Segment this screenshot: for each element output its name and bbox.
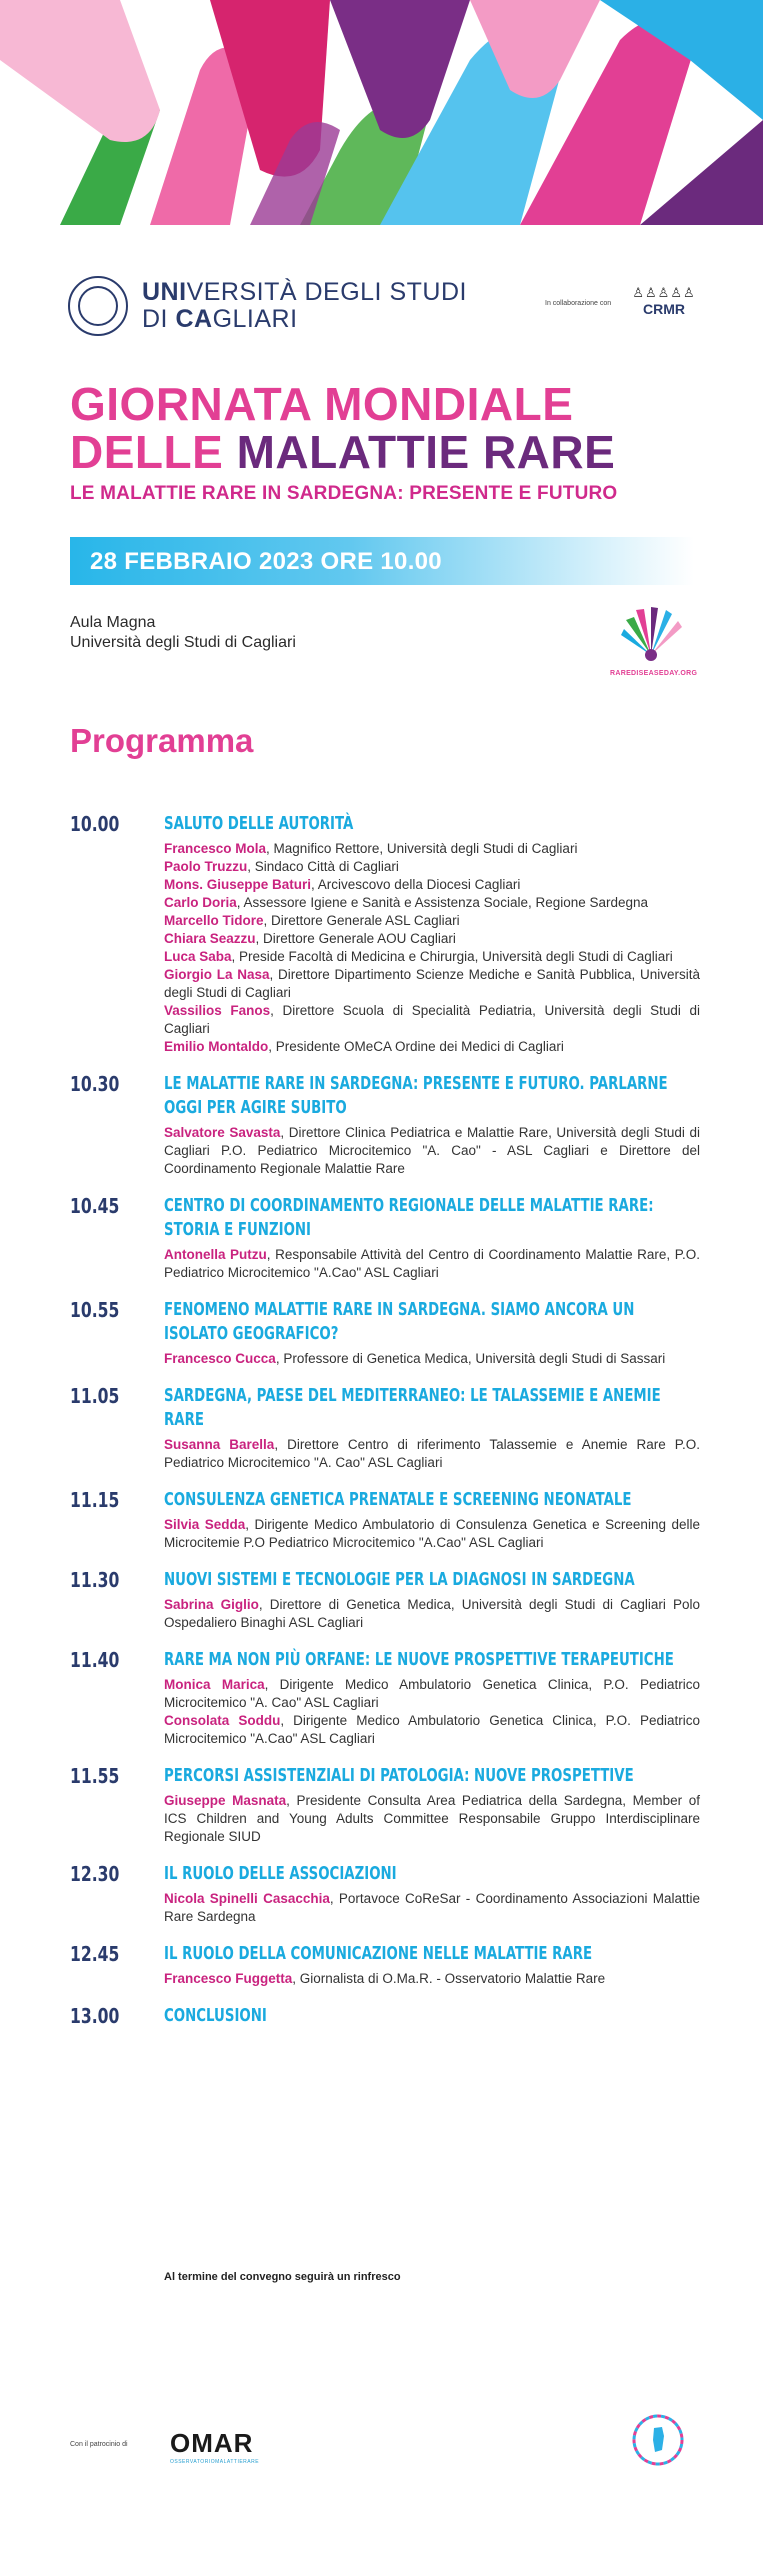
speaker-entry — [164, 1676, 700, 1712]
speaker-name: Vassilios Fanos — [164, 1003, 271, 1018]
closing-note: Al termine del convegno seguirà un rinfresco — [164, 2271, 401, 2283]
program-item — [70, 1072, 700, 1178]
program-item — [70, 1648, 700, 1748]
speaker-entry — [164, 1596, 700, 1632]
speaker-name: Chiara Seazzu — [164, 931, 256, 946]
omar-subtitle: OSSERVATORIOMALATTIERARE — [170, 2459, 260, 2465]
program-time: 12.30 — [70, 1862, 120, 1886]
university-seal-icon — [68, 276, 128, 336]
program-body — [164, 1194, 700, 1282]
program-body — [164, 1298, 700, 1368]
speaker-role: , Assessore Igiene e Sanità e Assistenza Sociale, Regione Sardegna — [236, 895, 649, 910]
speaker-role: , Dirigente Medico Ambulatorio Genetica Clinica, P.O. Pediatrico Microcitemico "A.Cao" ASL Cagliari — [164, 1713, 701, 1746]
omar-logo — [170, 2428, 259, 2465]
speaker-entry — [164, 966, 700, 1002]
speaker-role: , Direttore Scuola di Specialità Pediatria, Università degli Studi di Cagliari — [164, 1003, 700, 1036]
speaker-role: , Direttore Generale ASL Cagliari — [263, 913, 460, 928]
program-title: IL RUOLO DELLA COMUNICAZIONE NELLE MALATTIE RARE — [164, 1943, 593, 1964]
program-item — [70, 1488, 700, 1552]
speaker-name: Sabrina Giglio — [164, 1597, 259, 1612]
program-title: FENOMENO MALATTIE RARE IN SARDEGNA. SIAMO ANCORA UN ISOLATO GEOGRAFICO? — [164, 1299, 635, 1344]
speaker-role: , Presidente Consulta Area Pediatrica della Sardegna, Member of ICS Children and Young Adults Committee Responsabile Gruppo Interdisciplinare Regionale SIUD — [164, 1793, 700, 1844]
program-item — [70, 1764, 700, 1846]
title-line2: DELLE MALATTIE RARE — [70, 426, 616, 478]
program-title: SALUTO DELLE AUTORITÀ — [164, 813, 354, 834]
program-title: IL RUOLO DELLE ASSOCIAZIONI — [164, 1863, 397, 1884]
speaker-entry — [164, 1038, 700, 1056]
speaker-name: Marcello Tidore — [164, 913, 264, 928]
program-body — [164, 812, 700, 1056]
speaker-name: Francesco Fuggetta — [164, 1971, 293, 1986]
speaker-entry — [164, 858, 700, 876]
program-time: 11.30 — [70, 1568, 120, 1592]
program-item — [70, 1298, 700, 1368]
speaker-entry — [164, 930, 700, 948]
speaker-entry — [164, 1516, 700, 1552]
program-time: 12.45 — [70, 1942, 120, 1966]
program-title: NUOVI SISTEMI E TECNOLOGIE PER LA DIAGNOSI IN SARDEGNA — [164, 1569, 635, 1590]
speaker-entry — [164, 1436, 700, 1472]
speaker-name: Antonella Putzu — [164, 1247, 267, 1262]
program-time: 13.00 — [70, 2004, 120, 2028]
speaker-entry — [164, 1246, 700, 1282]
program-item — [70, 1568, 700, 1632]
speaker-entry — [164, 1712, 700, 1748]
programma-heading: Programma — [70, 722, 254, 759]
program-time: 11.15 — [70, 1488, 120, 1512]
speaker-role: , Dirigente Medico Ambulatorio Genetica Clinica, P.O. Pediatrico Microcitemico "A. Cao" ASL Cagliari — [164, 1677, 701, 1710]
university-name: UNIVERSITÀ DEGLI STUDI DI CAGLIARI — [142, 278, 467, 333]
program-body — [164, 1862, 700, 1926]
speaker-name: Francesco Mola — [164, 841, 267, 856]
speaker-name: Luca Saba — [164, 949, 232, 964]
hero-hands-artwork — [0, 0, 763, 225]
speaker-role: , Professore di Genetica Medica, Università degli Studi di Sassari — [275, 1351, 666, 1366]
speaker-role: , Direttore Generale AOU Cagliari — [255, 931, 456, 946]
speaker-role: , Portavoce CoReSar - Coordinamento Associazioni Malattie Rare Sardegna — [164, 1891, 700, 1924]
speaker-entry — [164, 1890, 700, 1926]
sardinia-hands-logo — [628, 2410, 688, 2470]
omar-name: OMAR — [170, 2428, 254, 2458]
crmr-logo — [630, 285, 698, 317]
speaker-role: , Direttore Centro di riferimento Talassemie e Anemie Rare P.O. Pediatrico Microcitemico "A. Cao" ASL Cagliari — [164, 1437, 701, 1470]
speaker-name: Giuseppe Masnata — [164, 1793, 287, 1808]
speaker-entry — [164, 1124, 700, 1178]
program-item — [70, 1194, 700, 1282]
program-list — [70, 812, 700, 2048]
date-banner — [70, 537, 694, 585]
program-title: SARDEGNA, PAESE DEL MEDITERRANEO: LE TALASSEMIE E ANEMIE RARE — [164, 1385, 661, 1430]
speaker-entry — [164, 948, 700, 966]
speaker-role: , Magnifico Rettore, Università degli Studi di Cagliari — [266, 841, 578, 856]
program-body — [164, 1072, 700, 1178]
patronage-label: Con il patrocinio di — [70, 2441, 128, 2448]
venue-line2: Università degli Studi di Cagliari — [70, 634, 296, 651]
subtitle: LE MALATTIE RARE IN SARDEGNA: PRESENTE E FUTURO — [70, 483, 618, 504]
speaker-entry — [164, 1792, 700, 1846]
speaker-name: Emilio Montaldo — [164, 1039, 269, 1054]
program-item — [70, 2004, 700, 2032]
program-time: 11.40 — [70, 1648, 120, 1672]
program-title: PERCORSI ASSISTENZIALI DI PATOLOGIA: NUOVE PROSPETTIVE — [164, 1765, 634, 1786]
program-body — [164, 1942, 700, 1988]
speaker-name: Consolata Soddu — [164, 1713, 281, 1728]
speaker-entry — [164, 894, 700, 912]
program-time: 11.55 — [70, 1764, 120, 1788]
speaker-name: Mons. Giuseppe Baturi — [164, 877, 312, 892]
venue-line1: Aula Magna — [70, 614, 156, 631]
speaker-name: Salvatore Savasta — [164, 1125, 281, 1140]
program-body — [164, 1764, 700, 1846]
program-time: 10.30 — [70, 1072, 120, 1096]
speaker-role: , Direttore di Genetica Medica, Università degli Studi di Cagliari Polo Ospedaliero Binaghi ASL Cagliari — [164, 1597, 700, 1630]
program-item — [70, 1942, 700, 1988]
speaker-entry — [164, 840, 700, 858]
speaker-name: Paolo Truzzu — [164, 859, 248, 874]
program-time: 11.05 — [70, 1384, 120, 1408]
university-logo — [68, 276, 467, 336]
speaker-name: Francesco Cucca — [164, 1351, 276, 1366]
speaker-role: , Direttore Dipartimento Scienze Mediche e Sanità Pubblica, Università degli Studi di Cagliari — [164, 967, 700, 1000]
program-item — [70, 1384, 700, 1472]
program-time: 10.45 — [70, 1194, 120, 1218]
program-body — [164, 1648, 700, 1748]
program-title: CONSULENZA GENETICA PRENATALE E SCREENING NEONATALE — [164, 1489, 632, 1510]
speaker-entry — [164, 912, 700, 930]
speaker-role: , Direttore Clinica Pediatrica e Malattie Rare, Università degli Studi di Cagliari P.O. Pediatrico Microcitemico "A. Cao" - ASL Cagliari e Direttore del Coordinamento Regionale Malattie Rare — [164, 1125, 700, 1176]
program-title: LE MALATTIE RARE IN SARDEGNA: PRESENTE E FUTURO. PARLARNE OGGI PER AGIRE SUBITO — [164, 1073, 668, 1118]
program-item — [70, 812, 700, 1056]
program-title: RARE MA NON PIÙ ORFANE: LE NUOVE PROSPETTIVE TERAPEUTICHE — [164, 1649, 674, 1670]
rare-disease-day-hands-icon — [616, 605, 686, 665]
program-body — [164, 1384, 700, 1472]
program-body — [164, 2004, 700, 2032]
speaker-role: , Presidente OMeCA Ordine dei Medici di Cagliari — [268, 1039, 564, 1054]
speaker-name: Carlo Doria — [164, 895, 237, 910]
program-body — [164, 1568, 700, 1632]
speaker-entry — [164, 1970, 700, 1988]
speaker-entry — [164, 1002, 700, 1038]
speaker-name: Nicola Spinelli Casacchia — [164, 1891, 330, 1906]
speaker-name: Giorgio La Nasa — [164, 967, 270, 982]
speaker-entry — [164, 876, 700, 894]
people-figures-icon: ♙♙♙♙♙ — [632, 285, 696, 300]
crmr-name: CRMR — [643, 301, 685, 317]
speaker-role: , Giornalista di O.Ma.R. - Osservatorio Malattie Rare — [292, 1971, 606, 1986]
speaker-role: , Dirigente Medico Ambulatorio di Consulenza Genetica e Screening delle Microcitemie P.O Pediatrico Microcitemico "A.Cao" ASL Cagliari — [164, 1517, 700, 1550]
program-item — [70, 1862, 700, 1926]
speaker-entry — [164, 1350, 700, 1368]
collab-label: In collaborazione con — [545, 300, 612, 307]
program-time: 10.00 — [70, 812, 120, 836]
program-title: CENTRO DI COORDINAMENTO REGIONALE DELLE MALATTIE RARE: STORIA E FUNZIONI — [164, 1195, 654, 1240]
program-time: 10.55 — [70, 1298, 120, 1322]
speaker-name: Silvia Sedda — [164, 1517, 246, 1532]
speaker-role: , Preside Facoltà di Medicina e Chirurgia, Università degli Studi di Cagliari — [231, 949, 673, 964]
event-date: 28 FEBBRAIO 2023 ORE 10.00 — [90, 548, 442, 575]
speaker-role: , Sindaco Città di Cagliari — [247, 859, 399, 874]
speaker-name: Susanna Barella — [164, 1437, 275, 1452]
program-body — [164, 1488, 700, 1552]
title-line1: GIORNATA MONDIALE — [70, 378, 574, 430]
speaker-role: , Arcivescovo della Diocesi Cagliari — [311, 877, 521, 892]
speaker-role: , Responsabile Attività del Centro di Coordinamento Malattie Rare, P.O. Pediatrico Microcitemico "A.Cao" ASL Cagliari — [164, 1247, 700, 1280]
program-title: CONCLUSIONI — [164, 2005, 267, 2026]
speaker-name: Monica Marica — [164, 1677, 265, 1692]
rare-disease-day-logo — [610, 605, 698, 677]
rare-disease-day-url: RAREDISEASEDAY.ORG — [610, 670, 698, 677]
